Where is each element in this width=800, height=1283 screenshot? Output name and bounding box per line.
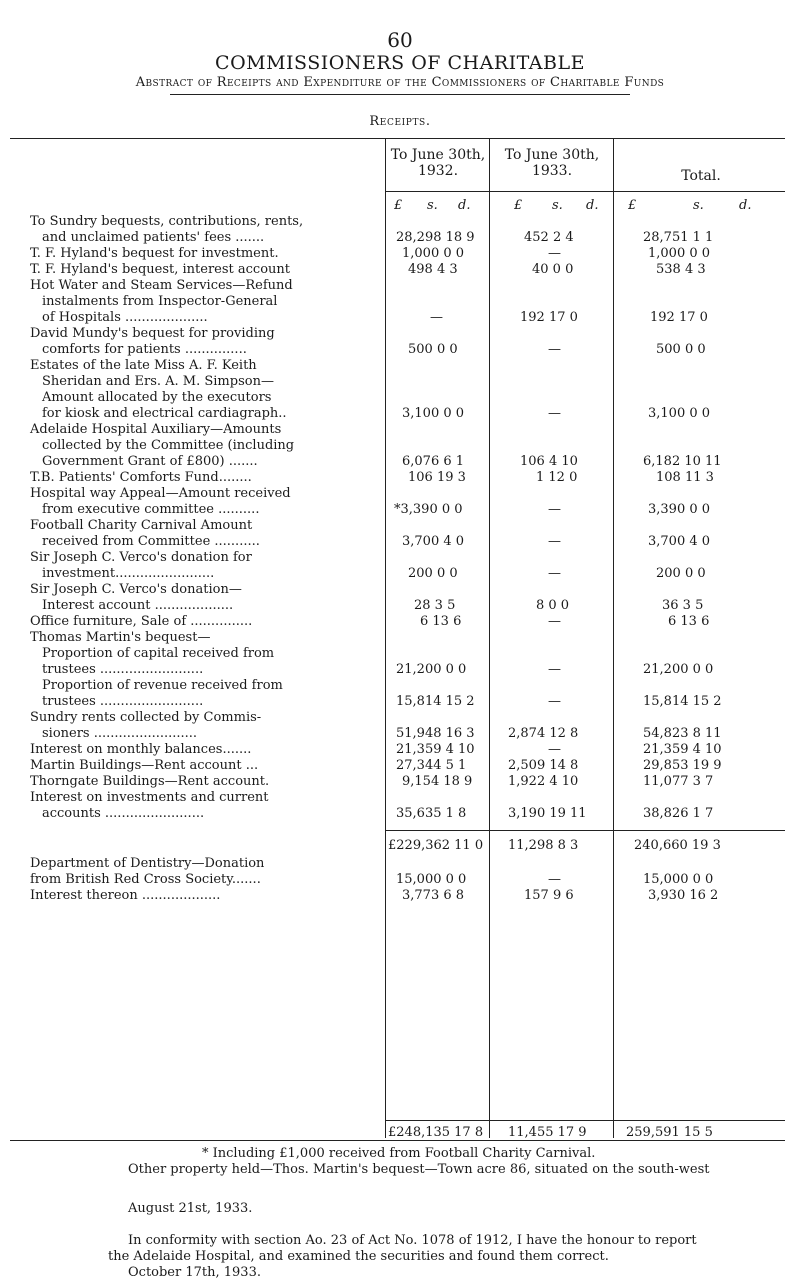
cell-1933: 2,874 12 8 xyxy=(508,726,579,741)
section-heading: Receipts. xyxy=(369,114,431,129)
col-header-total: Total. xyxy=(681,168,721,184)
table-top-rule xyxy=(10,138,785,139)
cell-total: 29,853 19 9 xyxy=(643,758,722,773)
cell-1933: 192 17 0 xyxy=(520,310,578,325)
table-row-label: Department of Dentistry—Donation xyxy=(30,856,265,871)
cell-1932: 15,814 15 2 xyxy=(396,694,475,709)
table-row-label: and unclaimed patients' fees ....... xyxy=(42,230,265,245)
cell-1932: 106 19 3 xyxy=(408,470,466,485)
closing-line: In conformity with section Ao. 23 of Act No. 1078 of 1912, I have the honour to report xyxy=(128,1233,697,1248)
cell-1933: 106 4 10 xyxy=(520,454,578,469)
cell-1933: — xyxy=(548,694,561,709)
table-row-label: from executive committee .......... xyxy=(42,502,260,517)
cell-total: 15,000 0 0 xyxy=(643,872,714,887)
table-row-label: Interest on monthly balances....... xyxy=(30,742,252,757)
page-subtitle: Abstract of Receipts and Expenditure of the Commissioners of Charitable Funds xyxy=(135,75,665,90)
cell-1932: 498 4 3 xyxy=(408,262,458,277)
table-row-label: Amount allocated by the executors xyxy=(42,390,272,405)
unit-pence-3: d. xyxy=(739,198,752,213)
cell-1932: 21,200 0 0 xyxy=(396,662,467,677)
cell-1933: — xyxy=(548,502,561,517)
subtotal-rule xyxy=(385,830,785,831)
table-row-label: Interest on investments and current xyxy=(30,790,269,805)
unit-pounds-3: £ xyxy=(628,198,637,213)
subtotal-total: 240,660 19 3 xyxy=(634,838,721,853)
cell-total: 108 11 3 xyxy=(656,470,714,485)
footnote: * Including £1,000 received from Football Charity Carnival. xyxy=(202,1146,596,1161)
cell-1933: — xyxy=(548,246,561,261)
table-row-label: Sir Joseph C. Verco's donation— xyxy=(30,582,242,597)
table-row-label: Government Grant of £800) ....... xyxy=(42,454,258,469)
subtotal-1933: 11,298 8 3 xyxy=(508,838,579,853)
subtotal-1932: £229,362 11 0 xyxy=(388,838,484,853)
cell-1932: 6,076 6 1 xyxy=(402,454,465,469)
col-header-1933: To June 30th, 1933. xyxy=(504,147,600,179)
table-row-label: Sundry rents collected by Commis- xyxy=(30,710,262,725)
table-row-label: David Mundy's bequest for providing xyxy=(30,326,275,341)
table-row-label: comforts for patients ............... xyxy=(42,342,247,357)
cell-total: 3,100 0 0 xyxy=(648,406,711,421)
table-row-label: To Sundry bequests, contributions, rents, xyxy=(30,214,304,229)
table-row-label: T. F. Hyland's bequest, interest account xyxy=(30,262,290,277)
cell-total: 3,390 0 0 xyxy=(648,502,711,517)
cell-1933: 2,509 14 8 xyxy=(508,758,579,773)
cell-total: 3,700 4 0 xyxy=(648,534,711,549)
date-line: August 21st, 1933. xyxy=(128,1201,253,1216)
cell-total: 6 13 6 xyxy=(668,614,710,629)
cell-1933: — xyxy=(548,662,561,677)
table-row-label: T.B. Patients' Comforts Fund........ xyxy=(30,470,252,485)
cell-1933: 3,190 19 11 xyxy=(508,806,587,821)
closing-date: October 17th, 1933. xyxy=(128,1265,261,1280)
cell-1932: 27,344 5 1 xyxy=(396,758,467,773)
table-row-label: Football Charity Carnival Amount xyxy=(30,518,253,533)
cell-1933: — xyxy=(548,872,561,887)
table-row-label: accounts ........................ xyxy=(42,806,205,821)
table-row-label: Thomas Martin's bequest— xyxy=(30,630,211,645)
cell-total: 21,200 0 0 xyxy=(643,662,714,677)
cell-1932: 200 0 0 xyxy=(408,566,458,581)
total-1932: £248,135 17 8 xyxy=(388,1125,484,1140)
cell-1933: — xyxy=(548,534,561,549)
cell-total: 500 0 0 xyxy=(656,342,706,357)
unit-shillings-2: s. xyxy=(552,198,563,213)
cell-1933: — xyxy=(548,742,561,757)
cell-total: 28,751 1 1 xyxy=(643,230,714,245)
header-under-rule xyxy=(385,191,785,192)
cell-1933: 8 0 0 xyxy=(536,598,570,613)
col-header-1932: To June 30th, 1932. xyxy=(390,147,486,179)
table-row-label: of Hospitals .................... xyxy=(42,310,208,325)
cell-1932: 51,948 16 3 xyxy=(396,726,475,741)
cell-1933: 40 0 0 xyxy=(532,262,574,277)
cell-total: 538 4 3 xyxy=(656,262,706,277)
table-row-label: Proportion of revenue received from xyxy=(42,678,283,693)
cell-total: 54,823 8 11 xyxy=(643,726,722,741)
footnote: Other property held—Thos. Martin's bequest—Town acre 86, situated on the south-west xyxy=(128,1162,710,1177)
cell-1932: 28,298 18 9 xyxy=(396,230,475,245)
table-row-label: Thorngate Buildings—Rent account. xyxy=(30,774,270,789)
col3-divider xyxy=(613,138,614,1138)
col2-divider xyxy=(489,138,490,1138)
cell-total: 11,077 3 7 xyxy=(643,774,714,789)
cell-total: 38,826 1 7 xyxy=(643,806,714,821)
total-1933: 11,455 17 9 xyxy=(508,1125,587,1140)
cell-1932: 28 3 5 xyxy=(414,598,456,613)
cell-total: 6,182 10 11 xyxy=(643,454,722,469)
table-row-label: Proportion of capital received from xyxy=(42,646,275,661)
cell-total: 192 17 0 xyxy=(650,310,708,325)
cell-1932: *3,390 0 0 xyxy=(394,502,463,517)
cell-1932: 6 13 6 xyxy=(420,614,462,629)
table-row-label: trustees ......................... xyxy=(42,694,204,709)
table-row-label: instalments from Inspector-General xyxy=(42,294,278,309)
cell-1932: 21,359 4 10 xyxy=(396,742,475,757)
cell-total: 200 0 0 xyxy=(656,566,706,581)
unit-pence-2: d. xyxy=(586,198,599,213)
table-row-label: received from Committee ........... xyxy=(42,534,260,549)
cell-1932: 500 0 0 xyxy=(408,342,458,357)
table-row-label: Martin Buildings—Rent account ... xyxy=(30,758,259,773)
cell-1933: 1,922 4 10 xyxy=(508,774,579,789)
unit-pence-1: d. xyxy=(458,198,471,213)
cell-total: 1,000 0 0 xyxy=(648,246,711,261)
table-row-label: trustees ......................... xyxy=(42,662,204,677)
cell-total: 15,814 15 2 xyxy=(643,694,722,709)
cell-1932: 15,000 0 0 xyxy=(396,872,467,887)
table-row-label: Sheridan and Ers. A. M. Simpson— xyxy=(42,374,274,389)
closing-line: the Adelaide Hospital, and examined the securities and found them correct. xyxy=(108,1249,609,1264)
table-row-label: from British Red Cross Society....... xyxy=(30,872,261,887)
table-row-label: Interest thereon ................... xyxy=(30,888,221,903)
table-bottom-rule xyxy=(10,1140,785,1141)
total-rule xyxy=(385,1120,785,1121)
cell-total: 36 3 5 xyxy=(662,598,704,613)
cell-1932: 1,000 0 0 xyxy=(402,246,465,261)
subtitle-rule xyxy=(170,94,630,95)
col1-divider xyxy=(385,138,386,1138)
table-row-label: Estates of the late Miss A. F. Keith xyxy=(30,358,257,373)
table-row-label: Adelaide Hospital Auxiliary—Amounts xyxy=(30,422,282,437)
table-row-label: investment........................ xyxy=(42,566,215,581)
table-row-label: Sir Joseph C. Verco's donation for xyxy=(30,550,252,565)
cell-1933: 157 9 6 xyxy=(524,888,574,903)
table-row-label: Interest account ................... xyxy=(42,598,234,613)
cell-total: 21,359 4 10 xyxy=(643,742,722,757)
cell-1933: — xyxy=(548,406,561,421)
unit-shillings-3: s. xyxy=(693,198,704,213)
cell-1932: 35,635 1 8 xyxy=(396,806,467,821)
total-total: 259,591 15 5 xyxy=(626,1125,713,1140)
cell-total: 3,930 16 2 xyxy=(648,888,719,903)
table-row-label: sioners ......................... xyxy=(42,726,198,741)
cell-1933: 452 2 4 xyxy=(524,230,574,245)
unit-pounds-2: £ xyxy=(514,198,523,213)
unit-shillings-1: s. xyxy=(427,198,438,213)
page-title: COMMISSIONERS OF CHARITABLE xyxy=(215,52,585,74)
cell-1933: — xyxy=(548,566,561,581)
cell-1932: 9,154 18 9 xyxy=(402,774,473,789)
table-row-label: T. F. Hyland's bequest for investment. xyxy=(30,246,279,261)
cell-1932: 3,100 0 0 xyxy=(402,406,465,421)
cell-1932: — xyxy=(430,310,443,325)
cell-1933: 1 12 0 xyxy=(536,470,578,485)
table-row-label: for kiosk and electrical cardiagraph.. xyxy=(42,406,287,421)
table-row-label: collected by the Committee (including xyxy=(42,438,295,453)
table-row-label: Office furniture, Sale of ............... xyxy=(30,614,253,629)
unit-pounds-1: £ xyxy=(394,198,403,213)
cell-1933: — xyxy=(548,614,561,629)
cell-1932: 3,773 6 8 xyxy=(402,888,465,903)
table-row-label: Hospital way Appeal—Amount received xyxy=(30,486,291,501)
cell-1933: — xyxy=(548,342,561,357)
table-row-label: Hot Water and Steam Services—Refund xyxy=(30,278,293,293)
cell-1932: 3,700 4 0 xyxy=(402,534,465,549)
page-number: 60 xyxy=(387,28,413,52)
